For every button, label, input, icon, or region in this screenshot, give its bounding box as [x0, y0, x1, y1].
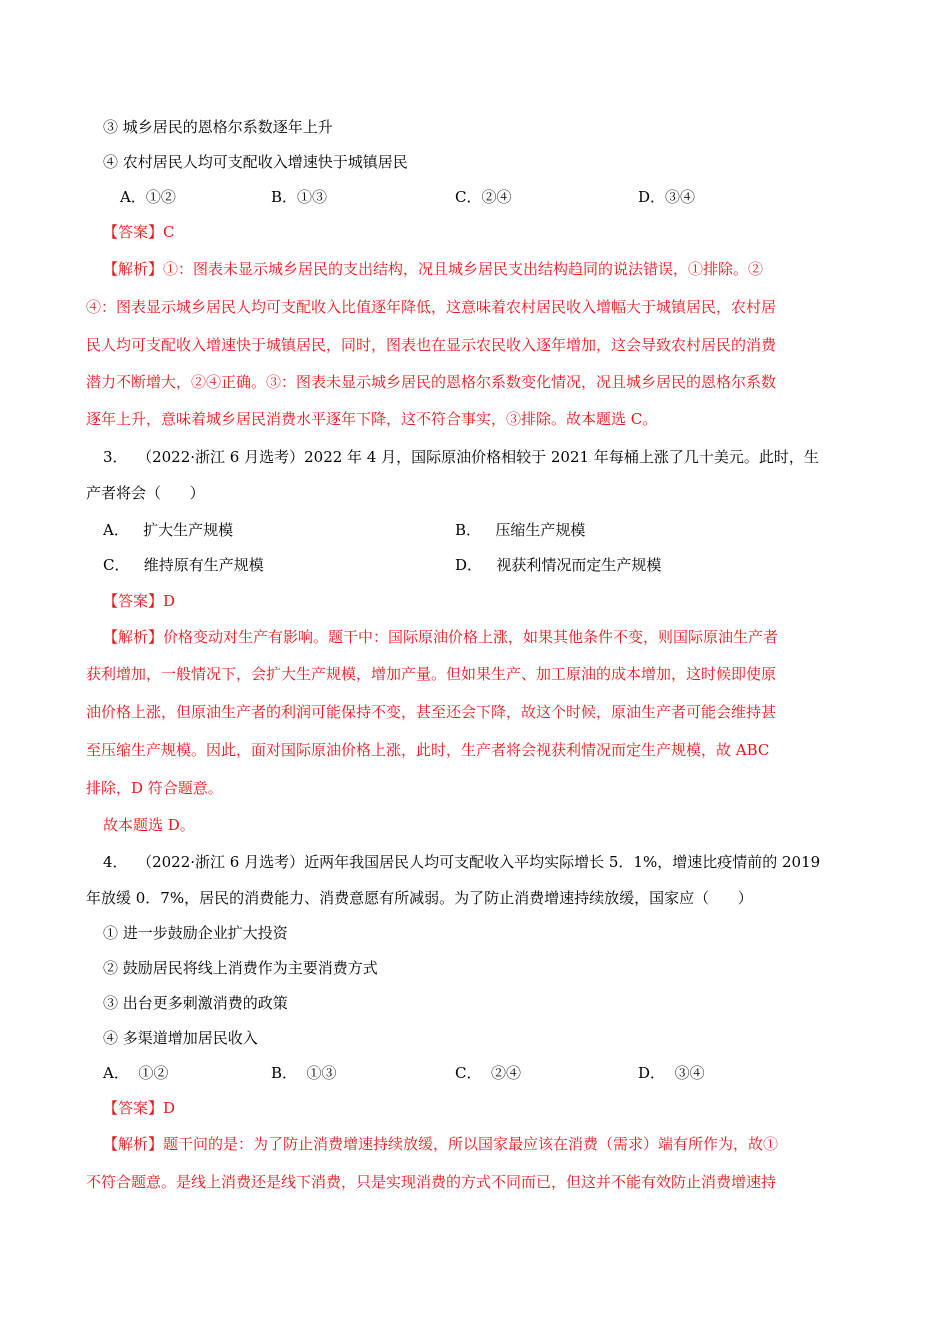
q4-stem-line: 4． （2022·浙江 6 月选考）近两年我国居民人均可支配收入平均实际增长 5．1%，增速比疫情前的 2019	[103, 853, 821, 871]
q4-stem-line: 年放缓 0．7%，居民的消费能力、消费意愿有所减弱。为了防止消费增速持续放缓，国家应（ ）	[86, 889, 753, 907]
q2-analysis-line: 民人均可支配收入增速快于城镇居民，同时，图表也在显示农民收入逐年增加，这会导致农村居民的消费	[86, 336, 777, 354]
q2-analysis-line: 【解析】①：图表未显示城乡居民的支出结构，况且城乡居民支出结构趋同的说法错误，①排除。②	[103, 260, 764, 278]
q3-analysis-line: 至压缩生产规模。因此，面对国际原油价格上涨，此时，生产者将会视获利情况而定生产规模，故 ABC	[86, 741, 770, 759]
q4-option-b: B． ①③	[271, 1064, 337, 1082]
q2-option-d: D．③④	[638, 188, 696, 206]
q3-option-c: C． 维持原有生产规模	[103, 556, 264, 574]
q2-item-4: ④ 农村居民人均可支配收入增速快于城镇居民	[103, 153, 408, 171]
q3-analysis-line: 油价格上涨，但原油生产者的利润可能保持不变，甚至还会下降，故这个时候，原油生产者可能会维持甚	[86, 703, 777, 721]
q3-option-a: A． 扩大生产规模	[103, 521, 234, 539]
q2-analysis-line: 潜力不断增大，②④正确。③：图表未显示城乡居民的恩格尔系数变化情况，况且城乡居民的恩格尔系数	[86, 373, 777, 391]
q4-option-c: C． ②④	[455, 1064, 522, 1082]
q2-option-c: C．②④	[455, 188, 512, 206]
q2-option-b: B．①③	[271, 188, 328, 206]
q2-item-3: ③ 城乡居民的恩格尔系数逐年上升	[103, 118, 333, 136]
q4-option-a: A． ①②	[103, 1064, 169, 1082]
q3-answer: 【答案】D	[103, 592, 176, 610]
q3-analysis-line: 排除，D 符合题意。	[86, 779, 223, 797]
q2-analysis-line: ④：图表显示城乡居民人均可支配收入比值逐年降低，这意味着农村居民收入增幅大于城镇居民，农村居	[86, 298, 777, 316]
q2-analysis-line: 逐年上升，意味着城乡居民消费水平逐年下降，这不符合事实，③排除。故本题选 C。	[86, 410, 658, 428]
q3-analysis-line: 获利增加，一般情况下，会扩大生产规模，增加产量。但如果生产、加工原油的成本增加，这时候即使原	[86, 665, 777, 683]
q4-item: ④ 多渠道增加居民收入	[103, 1029, 258, 1047]
q2-answer: 【答案】C	[103, 223, 175, 241]
q4-item: ① 进一步鼓励企业扩大投资	[103, 924, 288, 942]
q4-item: ② 鼓励居民将线上消费作为主要消费方式	[103, 959, 378, 977]
q4-analysis-line: 不符合题意。是线上消费还是线下消费，只是实现消费的方式不同而已，但这并不能有效防止消费增速持	[86, 1173, 777, 1191]
q4-option-d: D． ③④	[638, 1064, 705, 1082]
q4-analysis-line: 【解析】题干问的是：为了防止消费增速持续放缓，所以国家最应该在消费（需求）端有所作为，故①	[103, 1135, 779, 1153]
q3-stem-line: 3． （2022·浙江 6 月选考）2022 年 4 月，国际原油价格相较于 2021 年每桶上涨了几十美元。此时，生	[103, 448, 819, 466]
q2-option-a: A．①②	[120, 188, 176, 206]
q3-analysis-line: 【解析】价格变动对生产有影响。题干中：国际原油价格上涨，如果其他条件不变，则国际原油生产者	[103, 628, 779, 646]
q3-stem-line: 产者将会（ ）	[86, 484, 205, 502]
q3-conclusion: 故本题选 D。	[103, 816, 195, 834]
q4-item: ③ 出台更多刺激消费的政策	[103, 994, 288, 1012]
q4-answer: 【答案】D	[103, 1099, 176, 1117]
q3-option-b: B． 压缩生产规模	[455, 521, 586, 539]
q3-option-d: D． 视获利情况而定生产规模	[455, 556, 662, 574]
